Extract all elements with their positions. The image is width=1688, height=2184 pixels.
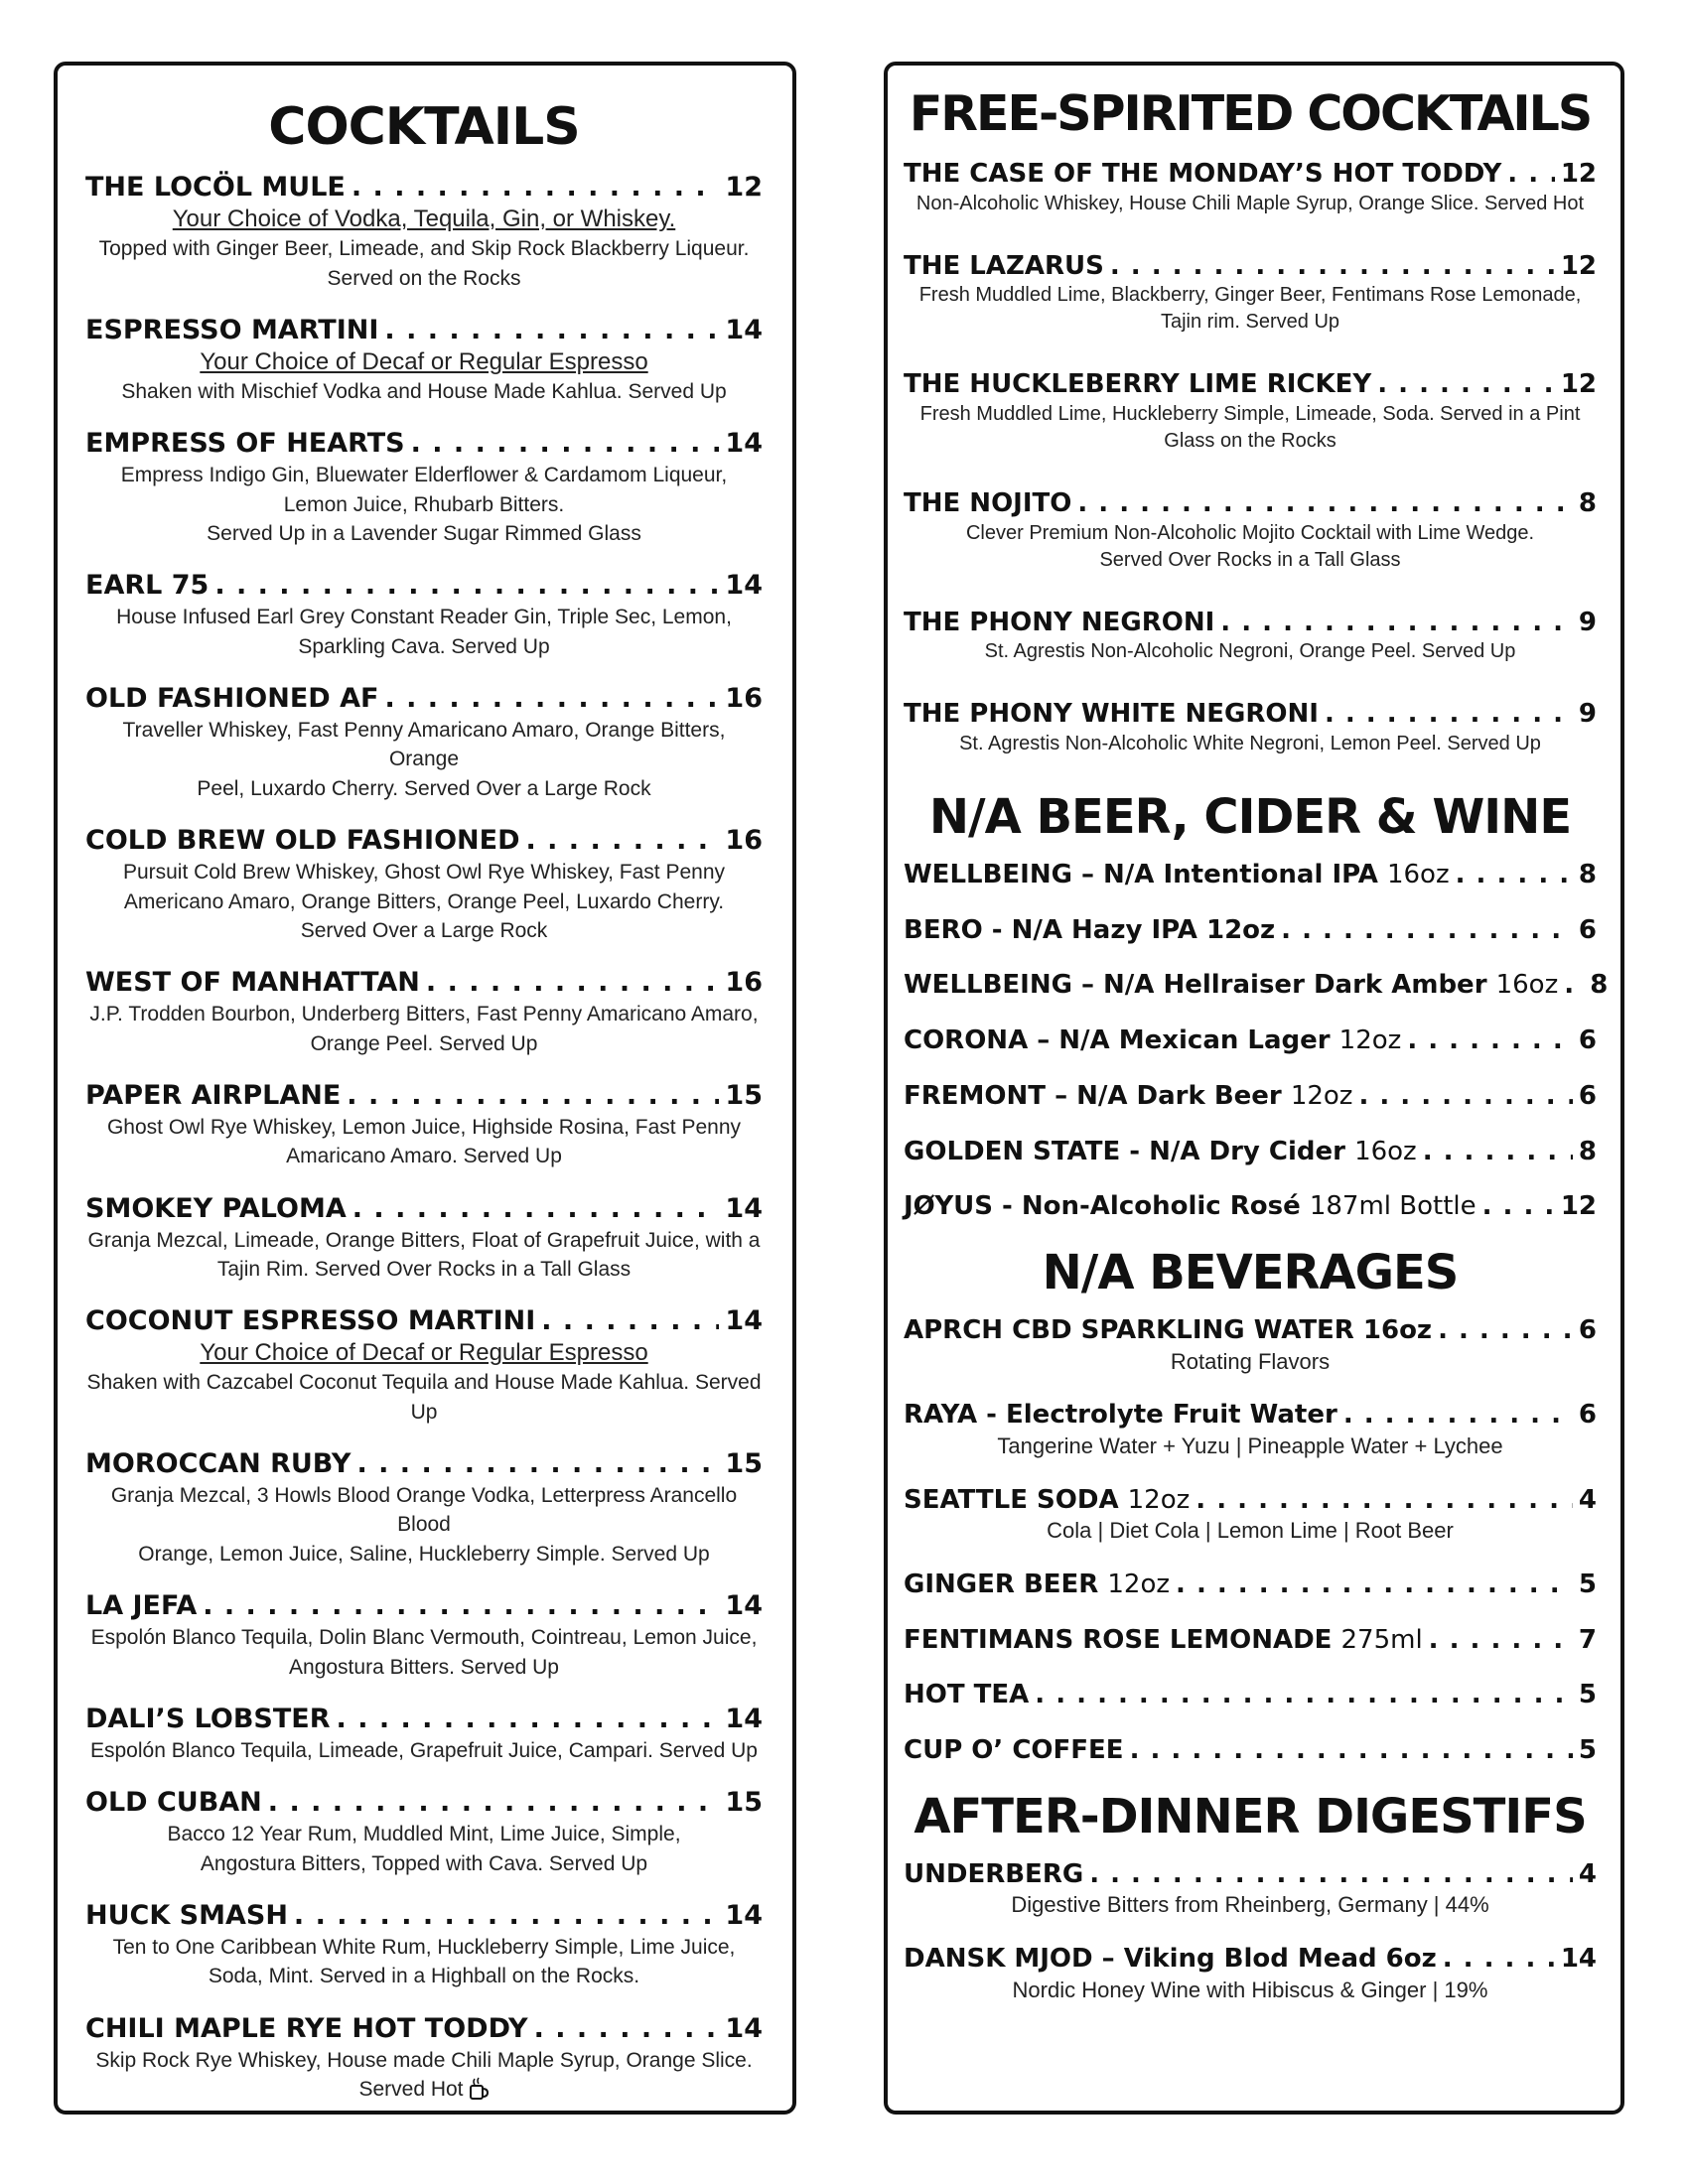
item-name xyxy=(85,1900,288,1933)
item-description: Espolón Blanco Tequila, Dolin Blanc Vermouth, Cointreau, Lemon Juice, xyxy=(90,1626,758,1650)
item-name xyxy=(904,1944,1437,1976)
dot-leader xyxy=(1110,251,1555,283)
dot-leader xyxy=(1176,1570,1573,1601)
item-header xyxy=(904,1570,1597,1601)
item-price: 8 xyxy=(1578,1136,1597,1166)
item-name xyxy=(904,608,1214,639)
na-beer-list xyxy=(904,860,1609,1223)
menu-item xyxy=(904,1944,1597,2004)
item-size: 16oz xyxy=(1495,970,1559,1001)
item-choice: Your Choice of Decaf or Regular Espresso xyxy=(200,1339,648,1367)
item-header xyxy=(85,1704,763,1736)
free-spirited-list xyxy=(904,159,1597,757)
item-size: 187ml Bottle xyxy=(1309,1191,1477,1222)
menu-item xyxy=(85,315,763,406)
item-price: 4 xyxy=(1578,1484,1597,1515)
item-name xyxy=(904,369,1371,401)
item-price: 12 xyxy=(725,172,763,204)
item-name xyxy=(85,825,519,858)
item-size: 12oz xyxy=(1127,1484,1191,1515)
item-price: 6 xyxy=(1578,1025,1597,1056)
item-header xyxy=(904,1315,1597,1347)
item-name xyxy=(904,1625,1423,1657)
item-header xyxy=(904,1625,1597,1657)
menu-item xyxy=(85,570,763,661)
item-description: Served Hot xyxy=(85,2075,763,2104)
item-header xyxy=(85,172,763,205)
item-price: 14 xyxy=(725,570,763,602)
item-price: 16 xyxy=(725,967,763,999)
cocktails-title: COCKTAILS xyxy=(268,97,580,157)
dot-leader xyxy=(352,172,720,205)
dot-leader xyxy=(203,1590,719,1623)
item-price: 7 xyxy=(1578,1624,1597,1655)
dot-leader xyxy=(1077,488,1573,520)
menu-item xyxy=(85,2013,763,2105)
dot-leader xyxy=(534,2013,720,2046)
item-price: 14 xyxy=(725,1703,763,1734)
menu-item xyxy=(904,1625,1597,1657)
item-choice: Your Choice of Vodka, Tequila, Gin, or Whiskey. xyxy=(172,205,676,233)
menu-item xyxy=(85,825,763,945)
item-name xyxy=(85,683,378,716)
item-name xyxy=(904,1025,1401,1057)
dot-leader xyxy=(1377,369,1555,401)
menu-item xyxy=(904,1137,1597,1168)
item-name-text: FENTIMANS ROSE LEMONADE xyxy=(904,1624,1333,1655)
item-description: Ghost Owl Rye Whiskey, Lemon Juice, Highside Rosina, Fast Penny xyxy=(106,1115,742,1139)
item-name xyxy=(904,488,1071,520)
item-name-text: ESPRESSO MARTINI xyxy=(85,314,379,345)
dot-leader xyxy=(347,1080,719,1113)
item-name xyxy=(85,2013,528,2046)
item-description: Empress Indigo Gin, Bluewater Elderflower & Cardamom Liqueur, xyxy=(120,464,728,487)
item-name xyxy=(904,860,1450,891)
item-header xyxy=(904,488,1597,520)
item-name xyxy=(85,1305,535,1338)
menu-item xyxy=(904,915,1597,947)
item-header xyxy=(904,1859,1597,1891)
item-header xyxy=(904,1485,1597,1517)
item-size: 12oz xyxy=(1107,1570,1171,1600)
item-header xyxy=(904,699,1597,731)
item-name xyxy=(904,1315,1432,1347)
menu-item xyxy=(85,1193,763,1285)
item-header xyxy=(85,570,763,603)
item-header xyxy=(85,315,763,347)
item-name-text: HUCK SMASH xyxy=(85,1900,288,1932)
item-name-text: WEST OF MANHATTAN xyxy=(85,967,420,999)
item-price: 12 xyxy=(1560,1191,1597,1222)
item-price: 14 xyxy=(725,1192,763,1224)
item-name-text: CORONA – N/A Mexican Lager xyxy=(904,1025,1331,1056)
item-description: Ten to One Caribbean White Rum, Huckleberry Simple, Lime Juice, xyxy=(112,1935,736,1959)
item-price: 5 xyxy=(1578,1735,1597,1766)
item-description: Tajin rim. Served Up xyxy=(1160,311,1340,334)
item-name-text: THE NOJITO xyxy=(904,488,1072,519)
item-name xyxy=(904,1081,1352,1113)
item-size: 16oz xyxy=(1354,1136,1417,1166)
item-name xyxy=(85,315,378,347)
item-name xyxy=(85,1080,341,1113)
item-price: 16 xyxy=(725,825,763,857)
item-header xyxy=(904,369,1597,401)
item-price: 8 xyxy=(1578,860,1597,889)
item-name xyxy=(904,251,1104,283)
item-price: 6 xyxy=(1578,1314,1597,1345)
dot-leader xyxy=(1220,608,1573,639)
item-header xyxy=(904,1400,1597,1432)
item-name xyxy=(904,1570,1170,1601)
item-size: 16oz xyxy=(1386,860,1450,889)
item-description: Americano Amaro, Orange Bitters, Orange Peel, Luxardo Cherry. xyxy=(123,889,725,913)
free-spirited-title: FREE-SPIRITED COCKTAILS xyxy=(909,85,1592,142)
dot-leader xyxy=(214,570,719,603)
item-name xyxy=(904,159,1501,191)
item-description: Bacco 12 Year Rum, Muddled Mint, Lime Juice, Simple, xyxy=(167,1823,681,1846)
item-name xyxy=(85,1787,262,1820)
item-header xyxy=(85,825,763,858)
item-size: 12oz xyxy=(1290,1080,1353,1111)
menu-item xyxy=(904,1315,1597,1376)
menu-item xyxy=(904,970,1609,1002)
menu-item xyxy=(904,1680,1597,1711)
item-description: Orange, Lemon Juice, Saline, Huckleberry Simple. Served Up xyxy=(138,1542,710,1566)
dot-leader xyxy=(1035,1680,1573,1711)
item-description: Soda, Mint. Served in a Highball on the Rocks. xyxy=(208,1965,640,1988)
dot-leader xyxy=(426,967,720,1000)
menu-item xyxy=(904,488,1597,574)
item-name-text: FREMONT – N/A Dark Beer xyxy=(904,1080,1282,1111)
item-name-text: DALI’S LOBSTER xyxy=(85,1703,331,1734)
item-name-text: EARL 75 xyxy=(85,570,210,602)
dot-leader xyxy=(384,315,719,347)
hot-mug-icon xyxy=(468,2076,490,2102)
menu-item xyxy=(904,1485,1597,1546)
item-description: Non-Alcoholic Whiskey, House Chili Maple Syrup, Orange Slice. Served Hot xyxy=(915,192,1585,214)
item-header xyxy=(85,1787,763,1820)
item-name-text: GINGER BEER xyxy=(904,1570,1099,1600)
item-name xyxy=(904,1680,1029,1711)
item-description: Amaricano Amaro. Served Up xyxy=(286,1145,562,1168)
item-name xyxy=(85,428,405,461)
item-description: Shaken with Cazcabel Coconut Tequila and House Made Kahlua. Served Up xyxy=(86,1371,762,1424)
dot-leader xyxy=(337,1704,720,1736)
item-name-text: COCONUT ESPRESSO MARTINI xyxy=(85,1305,536,1337)
dot-leader xyxy=(1482,1191,1555,1223)
item-description: Angostura Bitters. Served Up xyxy=(289,1655,559,1679)
item-description: Fresh Muddled Lime, Huckleberry Simple, Limeade, Soda. Served in a Pint xyxy=(919,403,1581,426)
menu-item xyxy=(904,1191,1597,1223)
menu-item xyxy=(904,1735,1597,1767)
item-price: 16 xyxy=(725,683,763,715)
item-price: 5 xyxy=(1578,1680,1597,1710)
item-price: 12 xyxy=(1560,369,1597,400)
item-name xyxy=(904,699,1319,731)
dot-leader xyxy=(525,825,719,858)
dot-leader xyxy=(1089,1859,1573,1891)
item-description: Fresh Muddled Lime, Blackberry, Ginger Beer, Fentimans Rose Lemonade, xyxy=(918,284,1582,307)
item-description: J.P. Trodden Bourbon, Underberg Bitters, Fast Penny Amaricano Amaro, xyxy=(89,1003,759,1026)
item-description: Peel, Luxardo Cherry. Served Over a Large Rock xyxy=(197,776,651,800)
item-name-text: MOROCCAN RUBY xyxy=(85,1448,352,1480)
item-name-text: WELLBEING – N/A Intentional IPA xyxy=(904,860,1378,889)
item-name xyxy=(904,970,1558,1002)
item-name-text: CUP O’ COFFEE xyxy=(904,1735,1124,1766)
dot-leader xyxy=(352,1193,720,1226)
item-header xyxy=(904,1680,1597,1711)
item-description: Orange Peel. Served Up xyxy=(310,1031,538,1055)
item-price: 8 xyxy=(1590,970,1609,1001)
item-header xyxy=(904,251,1597,283)
item-price: 15 xyxy=(725,1448,763,1480)
item-size: 275ml xyxy=(1340,1624,1423,1655)
item-price: 12 xyxy=(1560,158,1597,189)
dot-leader xyxy=(1429,1625,1573,1657)
dot-leader xyxy=(1325,699,1573,731)
item-price: 15 xyxy=(725,1787,763,1819)
dot-leader xyxy=(1407,1025,1573,1057)
item-name-text: UNDERBERG xyxy=(904,1858,1084,1889)
dot-leader xyxy=(1456,860,1573,891)
item-name xyxy=(904,1735,1124,1767)
item-name xyxy=(904,1485,1190,1517)
item-name xyxy=(85,1590,197,1623)
item-description: St. Agrestis Non-Alcoholic Negroni, Orange Peel. Served Up xyxy=(984,640,1516,663)
item-description: Sparkling Cava. Served Up xyxy=(298,634,550,658)
menu-item xyxy=(904,1081,1597,1113)
na-beer-title: N/A BEER, CIDER & WINE xyxy=(928,789,1572,846)
menu-item xyxy=(85,1787,763,1878)
item-name xyxy=(904,1859,1083,1891)
item-description: Cola | Diet Cola | Lemon Lime | Root Beer xyxy=(1047,1518,1454,1544)
item-description: Granja Mezcal, Limeade, Orange Bitters, Float of Grapefruit Juice, with a xyxy=(87,1228,761,1252)
dot-leader xyxy=(1423,1137,1573,1168)
dot-leader xyxy=(268,1787,720,1820)
item-description: Lemon Juice, Rhubarb Bitters. xyxy=(283,492,565,516)
item-header xyxy=(85,2013,763,2046)
item-price: 8 xyxy=(1578,488,1597,519)
item-name-text: OLD FASHIONED AF xyxy=(85,683,379,715)
item-price: 4 xyxy=(1578,1858,1597,1889)
item-name-text: COLD BREW OLD FASHIONED xyxy=(85,825,520,857)
item-description: Shaken with Mischief Vodka and House Made Kahlua. Served Up xyxy=(121,379,727,403)
dot-leader xyxy=(1281,915,1573,947)
item-header xyxy=(904,159,1597,191)
item-price: 14 xyxy=(725,2012,763,2044)
item-description: Clever Premium Non-Alcoholic Mojito Cocktail with Lime Wedge. xyxy=(965,521,1535,544)
dot-leader xyxy=(1130,1735,1573,1767)
item-price: 6 xyxy=(1578,1080,1597,1111)
item-price: 9 xyxy=(1578,607,1597,637)
item-name-text: RAYA - Electrolyte Fruit Water xyxy=(904,1400,1337,1431)
item-header xyxy=(85,683,763,716)
item-price: 9 xyxy=(1578,699,1597,730)
item-name-text: EMPRESS OF HEARTS xyxy=(85,428,405,460)
menu-item xyxy=(904,1570,1597,1601)
item-name xyxy=(904,1400,1337,1432)
item-header xyxy=(904,1025,1597,1057)
menu-item xyxy=(904,1859,1597,1920)
na-beverages-title: N/A BEVERAGES xyxy=(1042,1245,1459,1301)
item-name xyxy=(85,1704,331,1736)
menu-item xyxy=(85,683,763,803)
item-name-text: JØYUS - Non-Alcoholic Rosé xyxy=(904,1191,1301,1222)
cocktails-panel xyxy=(54,62,796,2115)
menu-item xyxy=(85,1448,763,1569)
menu-item xyxy=(85,1080,763,1171)
item-description: Topped with Ginger Beer, Limeade, and Skip Rock Blackberry Liqueur. xyxy=(98,237,750,261)
menu-item xyxy=(85,1305,763,1427)
item-name xyxy=(85,172,346,205)
item-header xyxy=(904,1137,1597,1168)
item-description: Granja Mezcal, 3 Howls Blood Orange Vodka, Letterpress Arancello Blood xyxy=(110,1484,738,1537)
menu-item xyxy=(85,172,763,293)
item-description: Espolón Blanco Tequila, Limeade, Grapefruit Juice, Campari. Served Up xyxy=(90,1738,758,1762)
item-header xyxy=(85,428,763,461)
non-alcoholic-panel xyxy=(884,62,1624,2115)
item-name xyxy=(904,1191,1477,1223)
item-header xyxy=(904,1944,1597,1976)
cocktails-list xyxy=(85,172,763,2104)
item-header xyxy=(904,608,1597,639)
digestifs-list xyxy=(904,1859,1597,2005)
item-price: 14 xyxy=(725,1900,763,1932)
dot-leader xyxy=(411,428,720,461)
item-name-text: DANSK MJOD – Viking Blod Mead 6oz xyxy=(904,1944,1437,1975)
menu-item xyxy=(904,1025,1597,1057)
item-header xyxy=(904,860,1597,891)
item-name-text: SMOKEY PALOMA xyxy=(85,1192,347,1224)
dot-leader xyxy=(1343,1400,1573,1432)
menu-item xyxy=(904,251,1597,337)
digestifs-title: AFTER-DINNER DIGESTIFS xyxy=(914,1788,1587,1844)
item-name-text: THE PHONY NEGRONI xyxy=(904,607,1215,637)
menu-item xyxy=(904,699,1597,757)
dot-leader xyxy=(356,1448,719,1481)
item-description: Rotating Flavors xyxy=(1170,1348,1331,1374)
dot-leader xyxy=(384,683,719,716)
item-name-text: APRCH CBD SPARKLING WATER 16oz xyxy=(904,1314,1433,1345)
item-name-text: LA JEFA xyxy=(85,1590,198,1622)
item-header xyxy=(85,1305,763,1338)
item-name xyxy=(904,915,1275,947)
item-description: Served on the Rocks xyxy=(327,266,521,290)
item-name xyxy=(85,1193,347,1226)
item-price: 14 xyxy=(725,1590,763,1622)
item-header xyxy=(85,1193,763,1226)
menu-item xyxy=(904,369,1597,455)
menu-item xyxy=(904,159,1597,217)
item-header xyxy=(85,967,763,1000)
item-name-text: PAPER AIRPLANE xyxy=(85,1080,342,1111)
dot-leader xyxy=(1358,1081,1572,1113)
dot-leader xyxy=(1438,1315,1573,1347)
item-description: Glass on the Rocks xyxy=(1164,430,1336,453)
item-description: Angostura Bitters, Topped with Cava. Served Up xyxy=(200,1851,648,1875)
item-description: Skip Rock Rye Whiskey, House made Chili Maple Syrup, Orange Slice. xyxy=(95,2048,753,2072)
item-description: St. Agrestis Non-Alcoholic White Negroni, Lemon Peel. Served Up xyxy=(959,733,1541,755)
item-name-text: THE CASE OF THE MONDAY’S HOT TODDY xyxy=(904,158,1502,189)
item-name xyxy=(85,967,420,1000)
item-description: House Infused Earl Grey Constant Reader Gin, Triple Sec, Lemon, xyxy=(116,606,732,629)
menu-item xyxy=(85,1900,763,1991)
dot-leader xyxy=(1443,1944,1555,1976)
item-description: Pursuit Cold Brew Whiskey, Ghost Owl Rye Whiskey, Fast Penny xyxy=(122,861,726,885)
item-name-text: GOLDEN STATE - N/A Dry Cider xyxy=(904,1136,1345,1166)
menu-item xyxy=(85,428,763,548)
dot-leader xyxy=(1507,159,1555,191)
menu-item xyxy=(904,1400,1597,1460)
menu-item xyxy=(85,1590,763,1682)
item-description: Served Over a Large Rock xyxy=(300,918,548,942)
item-price: 14 xyxy=(725,428,763,460)
item-description: Traveller Whiskey, Fast Penny Amaricano Amaro, Orange Bitters, Orange xyxy=(122,719,726,771)
item-header xyxy=(85,1900,763,1933)
item-price: 14 xyxy=(1560,1944,1597,1975)
item-header xyxy=(904,970,1609,1002)
item-header xyxy=(904,915,1597,947)
item-name-text: THE LAZARUS xyxy=(904,250,1104,281)
item-choice: Your Choice of Decaf or Regular Espresso xyxy=(200,347,648,375)
item-name-text: CHILI MAPLE RYE HOT TODDY xyxy=(85,2012,528,2044)
item-price: 6 xyxy=(1578,1400,1597,1431)
item-price: 15 xyxy=(725,1080,763,1111)
item-price: 14 xyxy=(725,1305,763,1337)
item-price: 6 xyxy=(1578,914,1597,945)
dot-leader xyxy=(294,1900,720,1933)
dot-leader xyxy=(1564,970,1584,1002)
item-description: Nordic Honey Wine with Hibiscus & Ginger | 19% xyxy=(1012,1977,1488,2002)
item-description: Served Up in a Lavender Sugar Rimmed Glass xyxy=(207,521,641,545)
item-header xyxy=(904,1081,1597,1113)
item-description: Digestive Bitters from Rheinberg, Germany | 44% xyxy=(1011,1892,1489,1918)
item-name-text: THE LOCÖL MULE xyxy=(85,172,346,204)
item-name-text: HOT TEA xyxy=(904,1680,1030,1710)
item-description: Served Over Rocks in a Tall Glass xyxy=(1099,548,1401,571)
item-header xyxy=(85,1080,763,1113)
dot-leader xyxy=(541,1305,719,1338)
item-header xyxy=(85,1590,763,1623)
item-header xyxy=(85,1448,763,1481)
item-name-text: SEATTLE SODA xyxy=(904,1484,1119,1515)
item-name-text: OLD CUBAN xyxy=(85,1787,262,1819)
item-header xyxy=(904,1735,1597,1767)
item-name-text: WELLBEING – N/A Hellraiser Dark Amber xyxy=(904,970,1487,1001)
item-name xyxy=(85,1448,351,1481)
item-size: 12oz xyxy=(1338,1025,1402,1056)
item-price: 5 xyxy=(1578,1570,1597,1600)
menu-item xyxy=(85,1704,763,1765)
item-name xyxy=(85,570,209,603)
na-beverages-list xyxy=(904,1315,1597,1767)
item-name-text: THE PHONY WHITE NEGRONI xyxy=(904,699,1319,730)
menu-item xyxy=(904,860,1597,891)
item-price: 12 xyxy=(1560,250,1597,281)
item-name xyxy=(904,1137,1417,1168)
item-name-text: THE HUCKLEBERRY LIME RICKEY xyxy=(904,369,1372,400)
item-header xyxy=(904,1191,1597,1223)
item-price: 14 xyxy=(725,314,763,345)
item-name-text: BERO - N/A Hazy IPA 12oz xyxy=(904,914,1276,945)
item-description: Tajin Rim. Served Over Rocks in a Tall Glass xyxy=(216,1258,632,1282)
menu-item xyxy=(904,608,1597,666)
menu-item xyxy=(85,967,763,1058)
dot-leader xyxy=(1196,1485,1573,1517)
item-description: Tangerine Water + Yuzu | Pineapple Water + Lychee xyxy=(997,1433,1503,1458)
